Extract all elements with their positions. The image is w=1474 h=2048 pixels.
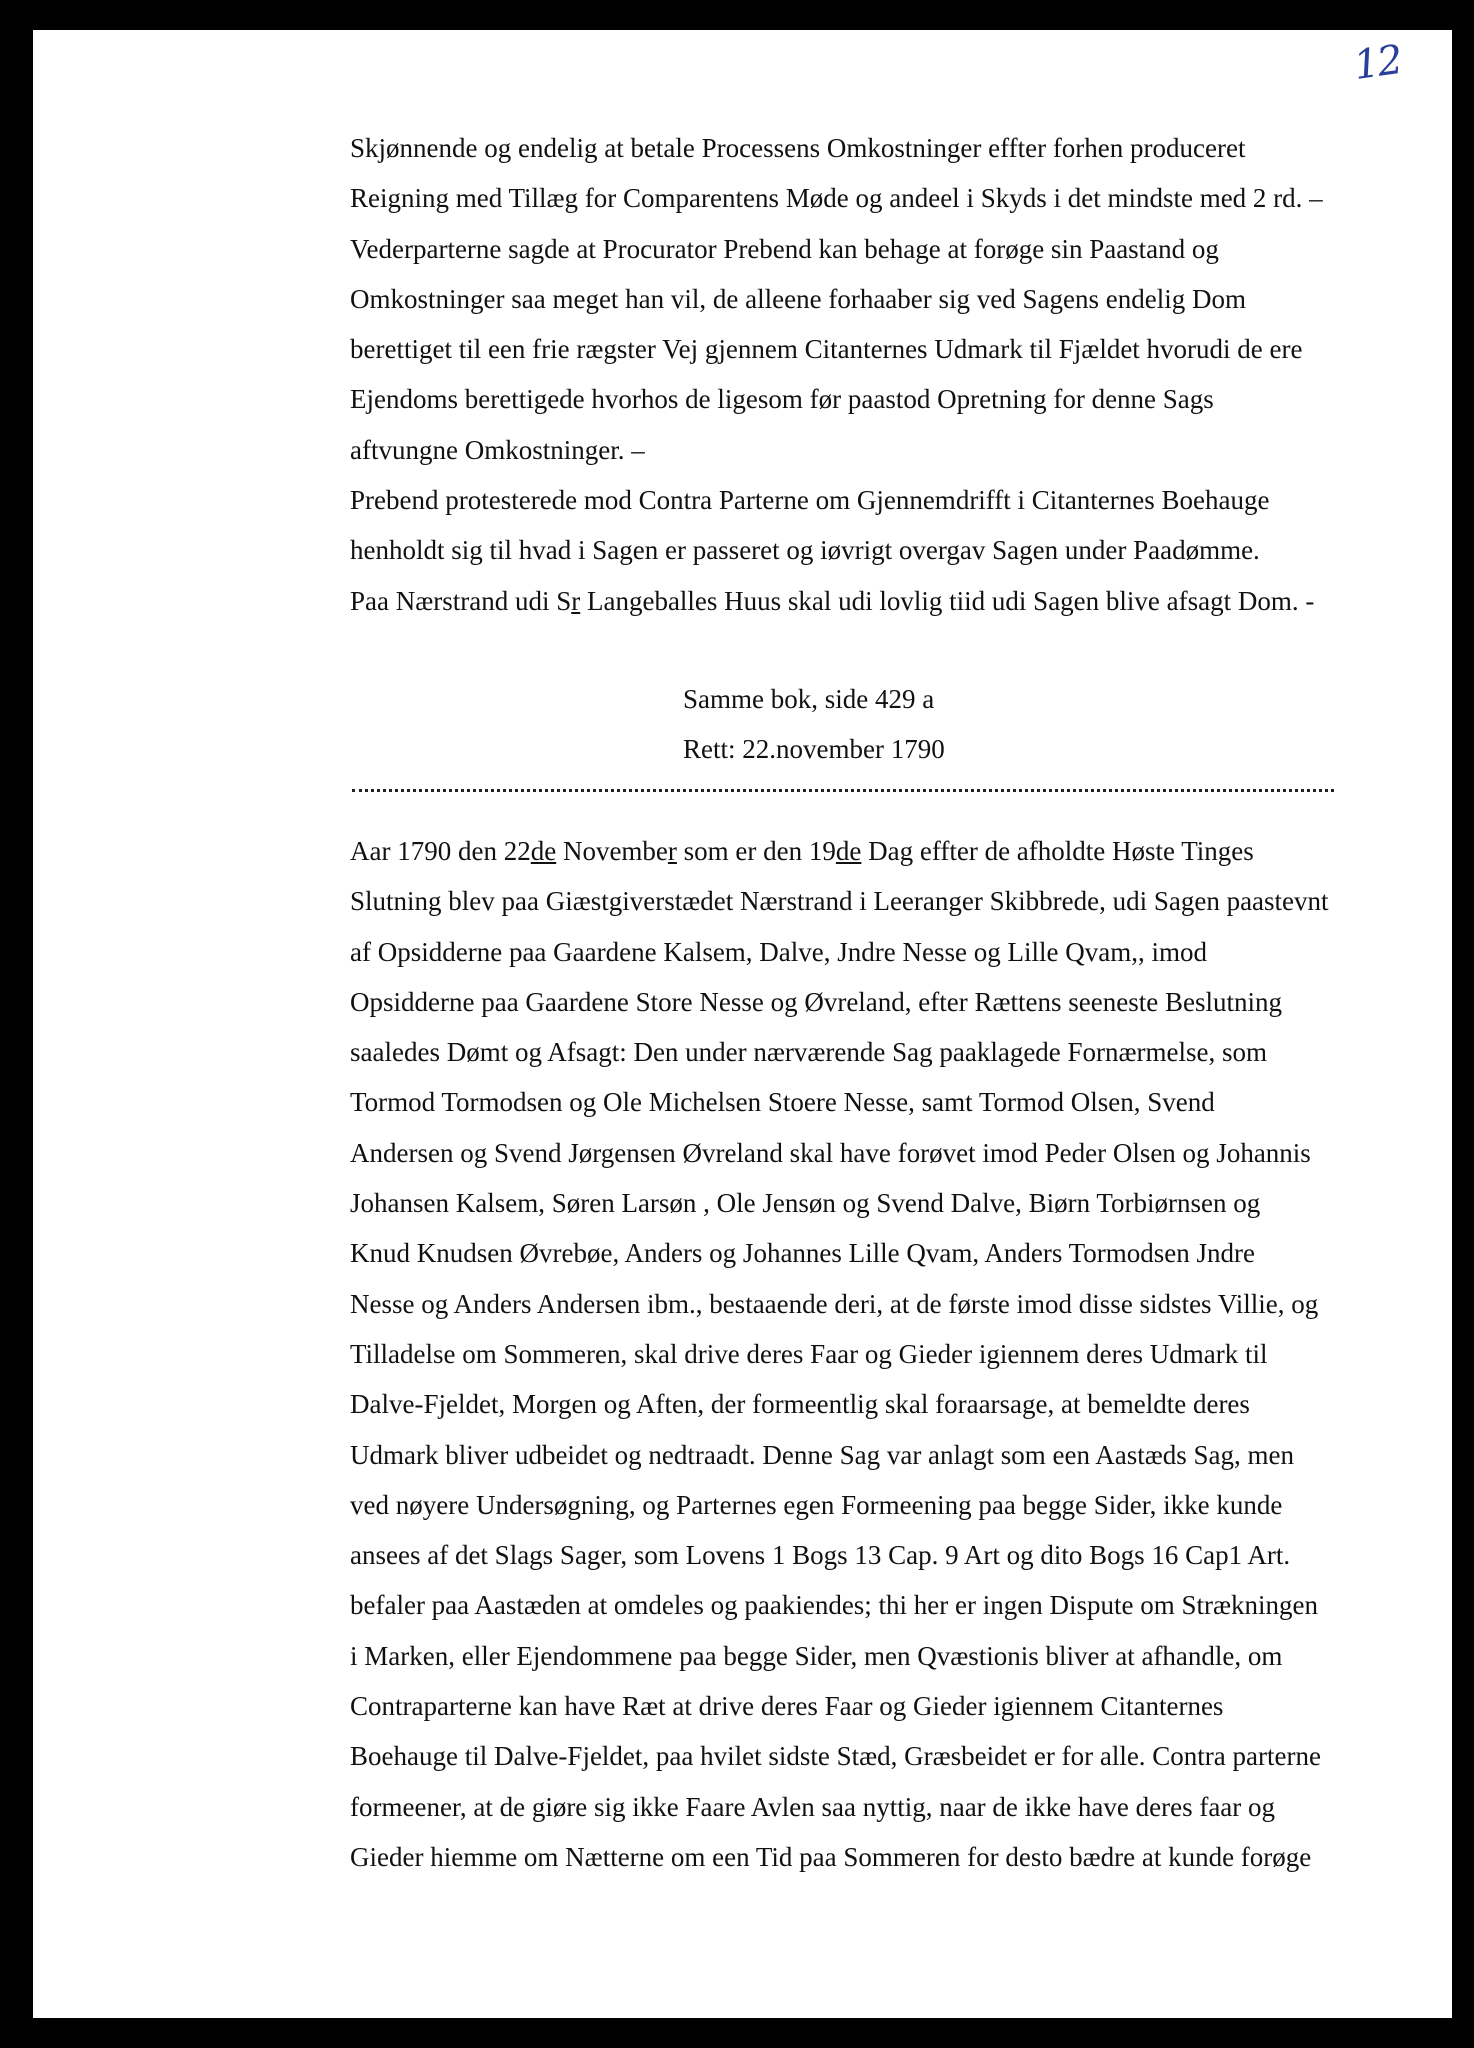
text-line-verdict-place (350, 576, 1360, 626)
text-line: ved nøyere Undersøgning, og Parternes egen Formeening paa begge Sider, ikke kunde (350, 1489, 1283, 1520)
text-line: Vederparterne sagde at Procurator Prebend kan behage at forøge sin Paastand og (350, 233, 1219, 264)
source-reference-heading: Samme bok, side 429 a (683, 684, 935, 714)
court-date-heading: Rett: 22.november 1790 (683, 734, 945, 764)
text-line: Ejendoms berettigede hvorhos de ligesom før paastod Opretning for denne Sags (350, 384, 1214, 415)
text-line: Nesse og Anders Andersen ibm., bestaaende deri, at de første imod disse sidstes Villie, og (350, 1288, 1319, 1319)
transcript-block-top (350, 123, 1360, 626)
transcript-block-bottom (350, 826, 1360, 1882)
text-segment: Paa Nærstrand udi S (350, 585, 572, 616)
text-line: i Marken, eller Ejendommene paa begge Sider, men Qvæstionis bliver at afhandle, om (350, 1640, 1283, 1671)
underlined-abbreviation: r (571, 585, 581, 616)
text-line: befaler paa Aastæden at omdeles og paakiendes; thi her er ingen Dispute om Strækningen (350, 1590, 1318, 1621)
text-line: henholdt sig til hvad i Sagen er passeret og iøvrigt overgav Sagen under Paadømme. (350, 535, 1260, 566)
text-line: berettiget til een frie rægster Vej gjennem Citanternes Udmark til Fjældet hvorudi de ere (350, 334, 1303, 365)
text-line: saaledes Dømt og Afsagt: Den under nærværende Sag paaklagede Fornærmelse, som (350, 1037, 1268, 1068)
text-line: Udmark bliver udbeidet og nedtraadt. Denne Sag var anlagt som een Aastæds Sag, men (350, 1439, 1295, 1470)
text-segment: Novembe (556, 836, 668, 866)
text-line: Prebend protesterede mod Contra Parterne om Gjennemdrifft i Citanternes Boehauge (350, 485, 1270, 516)
text-line: Gieder hiemme om Nætterne om een Tid paa Sommeren for desto bædre at kunde forøge (350, 1841, 1312, 1872)
text-segment: Aar 1790 den 22 (350, 836, 531, 866)
text-line: Johansen Kalsem, Søren Larsøn , Ole Jensøn og Svend Dalve, Biørn Torbiørnsen og (350, 1188, 1261, 1219)
dotted-separator (352, 789, 1334, 792)
text-line: Tormod Tormodsen og Ole Michelsen Stoere Nesse, samt Tormod Olsen, Svend (350, 1087, 1215, 1118)
text-segment: Langeballes Huus skal udi lovlig tiid udi Sagen blive afsagt Dom. - (580, 585, 1315, 616)
underlined-abbreviation: r (667, 836, 677, 866)
underlined-ordinal: de (530, 836, 557, 866)
text-segment: som er den 19 (676, 836, 836, 866)
handwritten-page-number: 12 (1351, 36, 1404, 90)
text-line: af Opsidderne paa Gaardene Kalsem, Dalve, Jndre Nesse og Lille Qvam,, imod (350, 936, 1207, 967)
text-line: Opsidderne paa Gaardene Store Nesse og Øvreland, efter Rættens seeneste Beslutning (350, 986, 1282, 1017)
text-line: Reigning med Tillæg for Comparentens Møde og andeel i Skyds i det mindste med 2 rd. – (350, 183, 1323, 214)
text-line: aftvungne Omkostninger. – (350, 434, 645, 465)
text-line: Skjønnende og endelig at betale Processens Omkostninger effter forhen produceret (350, 133, 1246, 163)
text-line: ansees af det Slags Sager, som Lovens 1 Bogs 13 Cap. 9 Art og dito Bogs 16 Cap1 Art. (350, 1540, 1291, 1571)
text-line: Boehauge til Dalve-Fjeldet, paa hvilet sidste Stæd, Græsbeidet er for alle. Contra parterne (350, 1741, 1321, 1772)
text-line: Andersen og Svend Jørgensen Øvreland skal have forøvet imod Peder Olsen og Johannis (350, 1137, 1311, 1168)
text-line: Omkostninger saa meget han vil, de alleene forhaaber sig ved Sagens endelig Dom (350, 283, 1246, 314)
underlined-ordinal: de (835, 836, 862, 866)
text-line: Slutning blev paa Giæstgiverstædet Nærstrand i Leeranger Skibbrede, udi Sagen paastevnt (350, 886, 1329, 917)
text-line: Contraparterne kan have Ræt at drive deres Faar og Gieder igiennem Citanternes (350, 1691, 1224, 1722)
text-line: Knud Knudsen Øvrebøe, Anders og Johannes Lille Qvam, Anders Tormodsen Jndre (350, 1238, 1255, 1269)
text-line-date (350, 826, 1360, 876)
text-segment: Dag effter de afholdte Høste Tinges (861, 836, 1254, 866)
text-line: Dalve-Fjeldet, Morgen og Aften, der formeentlig skal foraarsage, at bemeldte deres (350, 1389, 1250, 1420)
text-line: formeener, at de giøre sig ikke Faare Avlen saa nyttig, naar de ikke have deres faar og (350, 1791, 1276, 1822)
text-line: Tilladelse om Sommeren, skal drive deres Faar og Gieder igiennem deres Udmark til (350, 1338, 1268, 1369)
